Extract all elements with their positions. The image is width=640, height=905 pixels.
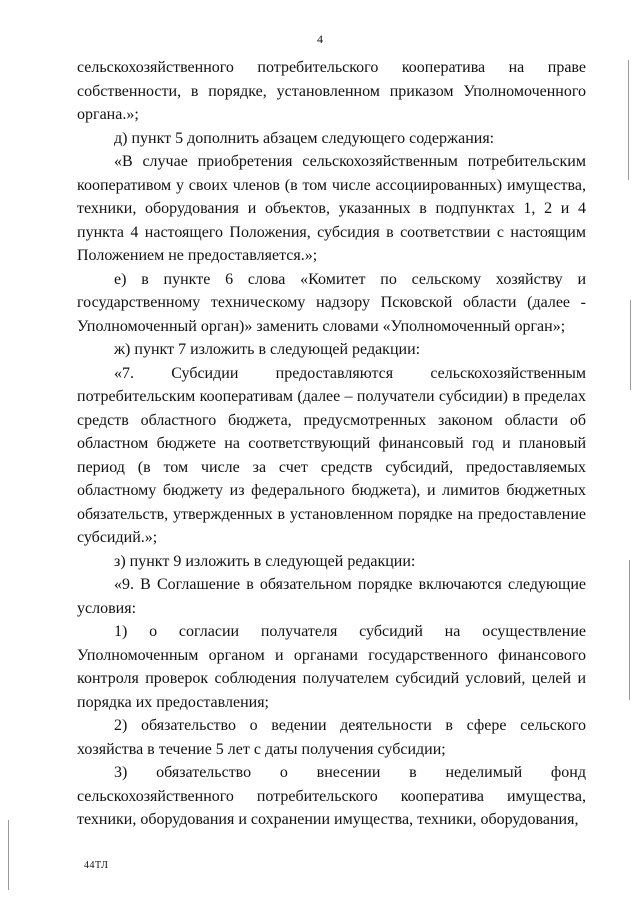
paragraph-condition-2: 2) обязательство о ведении деятельности в сфере сельского хозяйства в течение 5 лет с даты получения субсидии; bbox=[77, 717, 586, 758]
paragraph-condition-3: 3) обязательство о внесении в неделимый фонд сельскохозяйственного потребительского кооператива имущества, техники, оборудования и сохранении имущества, техники, оборудования, bbox=[77, 764, 586, 828]
paragraph-item-7-text: «7. Субсидии предоставляются сельскохозяйственным потребительским кооперативам (далее – получатели субсидии) в пределах средств областного бюджета, предусмотренных законом области об областном бюджете на соответствующий финансовый год и плановый период (в том числе за счет средств субсидий, предоставляемых областному бюджету из федерального бюджета), и лимитов бюджетных обязательств, утвержденных в установленном порядке на предоставление субсидий.»; bbox=[77, 364, 586, 546]
paragraph-item-9-text: «9. В Соглашение в обязательном порядке включаются следующие условия: bbox=[77, 576, 586, 617]
paragraph-continuation: сельскохозяйственного потребительского кооператива на праве собственности, в порядке, установленном приказом Уполномоченного органа.»; bbox=[77, 59, 586, 123]
footer-code: 44ТЛ bbox=[84, 860, 109, 871]
scan-edge-mark bbox=[8, 820, 9, 890]
document-body bbox=[77, 56, 586, 832]
scan-edge-mark bbox=[628, 60, 629, 180]
paragraph-item-e: е) в пункте 6 слова «Комитет по сельскому хозяйству и государственному техническому надзору Псковской области (далее - Уполномоченный орган)» заменить словами «Уполномоченный орган»; bbox=[77, 270, 586, 335]
paragraph-item-d-quote: «В случае приобретения сельскохозяйственным потребительским кооперативом у своих членов (в том числе ассоциированных) имущества, техники, оборудования и объектов, указанных в подпунктах 1, 2 и 4 пункта 4 настоящего Положения, субсидия в соответствии с настоящим Положением не предоставляется.»; bbox=[77, 153, 586, 264]
paragraph-item-d: д) пункт 5 дополнить абзацем следующего содержания: bbox=[114, 129, 495, 147]
paragraph-item-zh: ж) пункт 7 изложить в следующей редакции: bbox=[114, 341, 421, 358]
scan-edge-mark bbox=[630, 300, 631, 390]
paragraph-item-z: з) пункт 9 изложить в следующей редакции: bbox=[114, 552, 416, 570]
scan-edge-mark bbox=[629, 560, 630, 700]
paragraph-condition-1: 1) о согласии получателя субсидий на осуществление Уполномоченным органом и органами государственного финансового контроля проверок соблюдения получателем субсидий условий, целей и порядка их предоставления; bbox=[77, 623, 586, 711]
page-number: 4 bbox=[317, 32, 323, 46]
